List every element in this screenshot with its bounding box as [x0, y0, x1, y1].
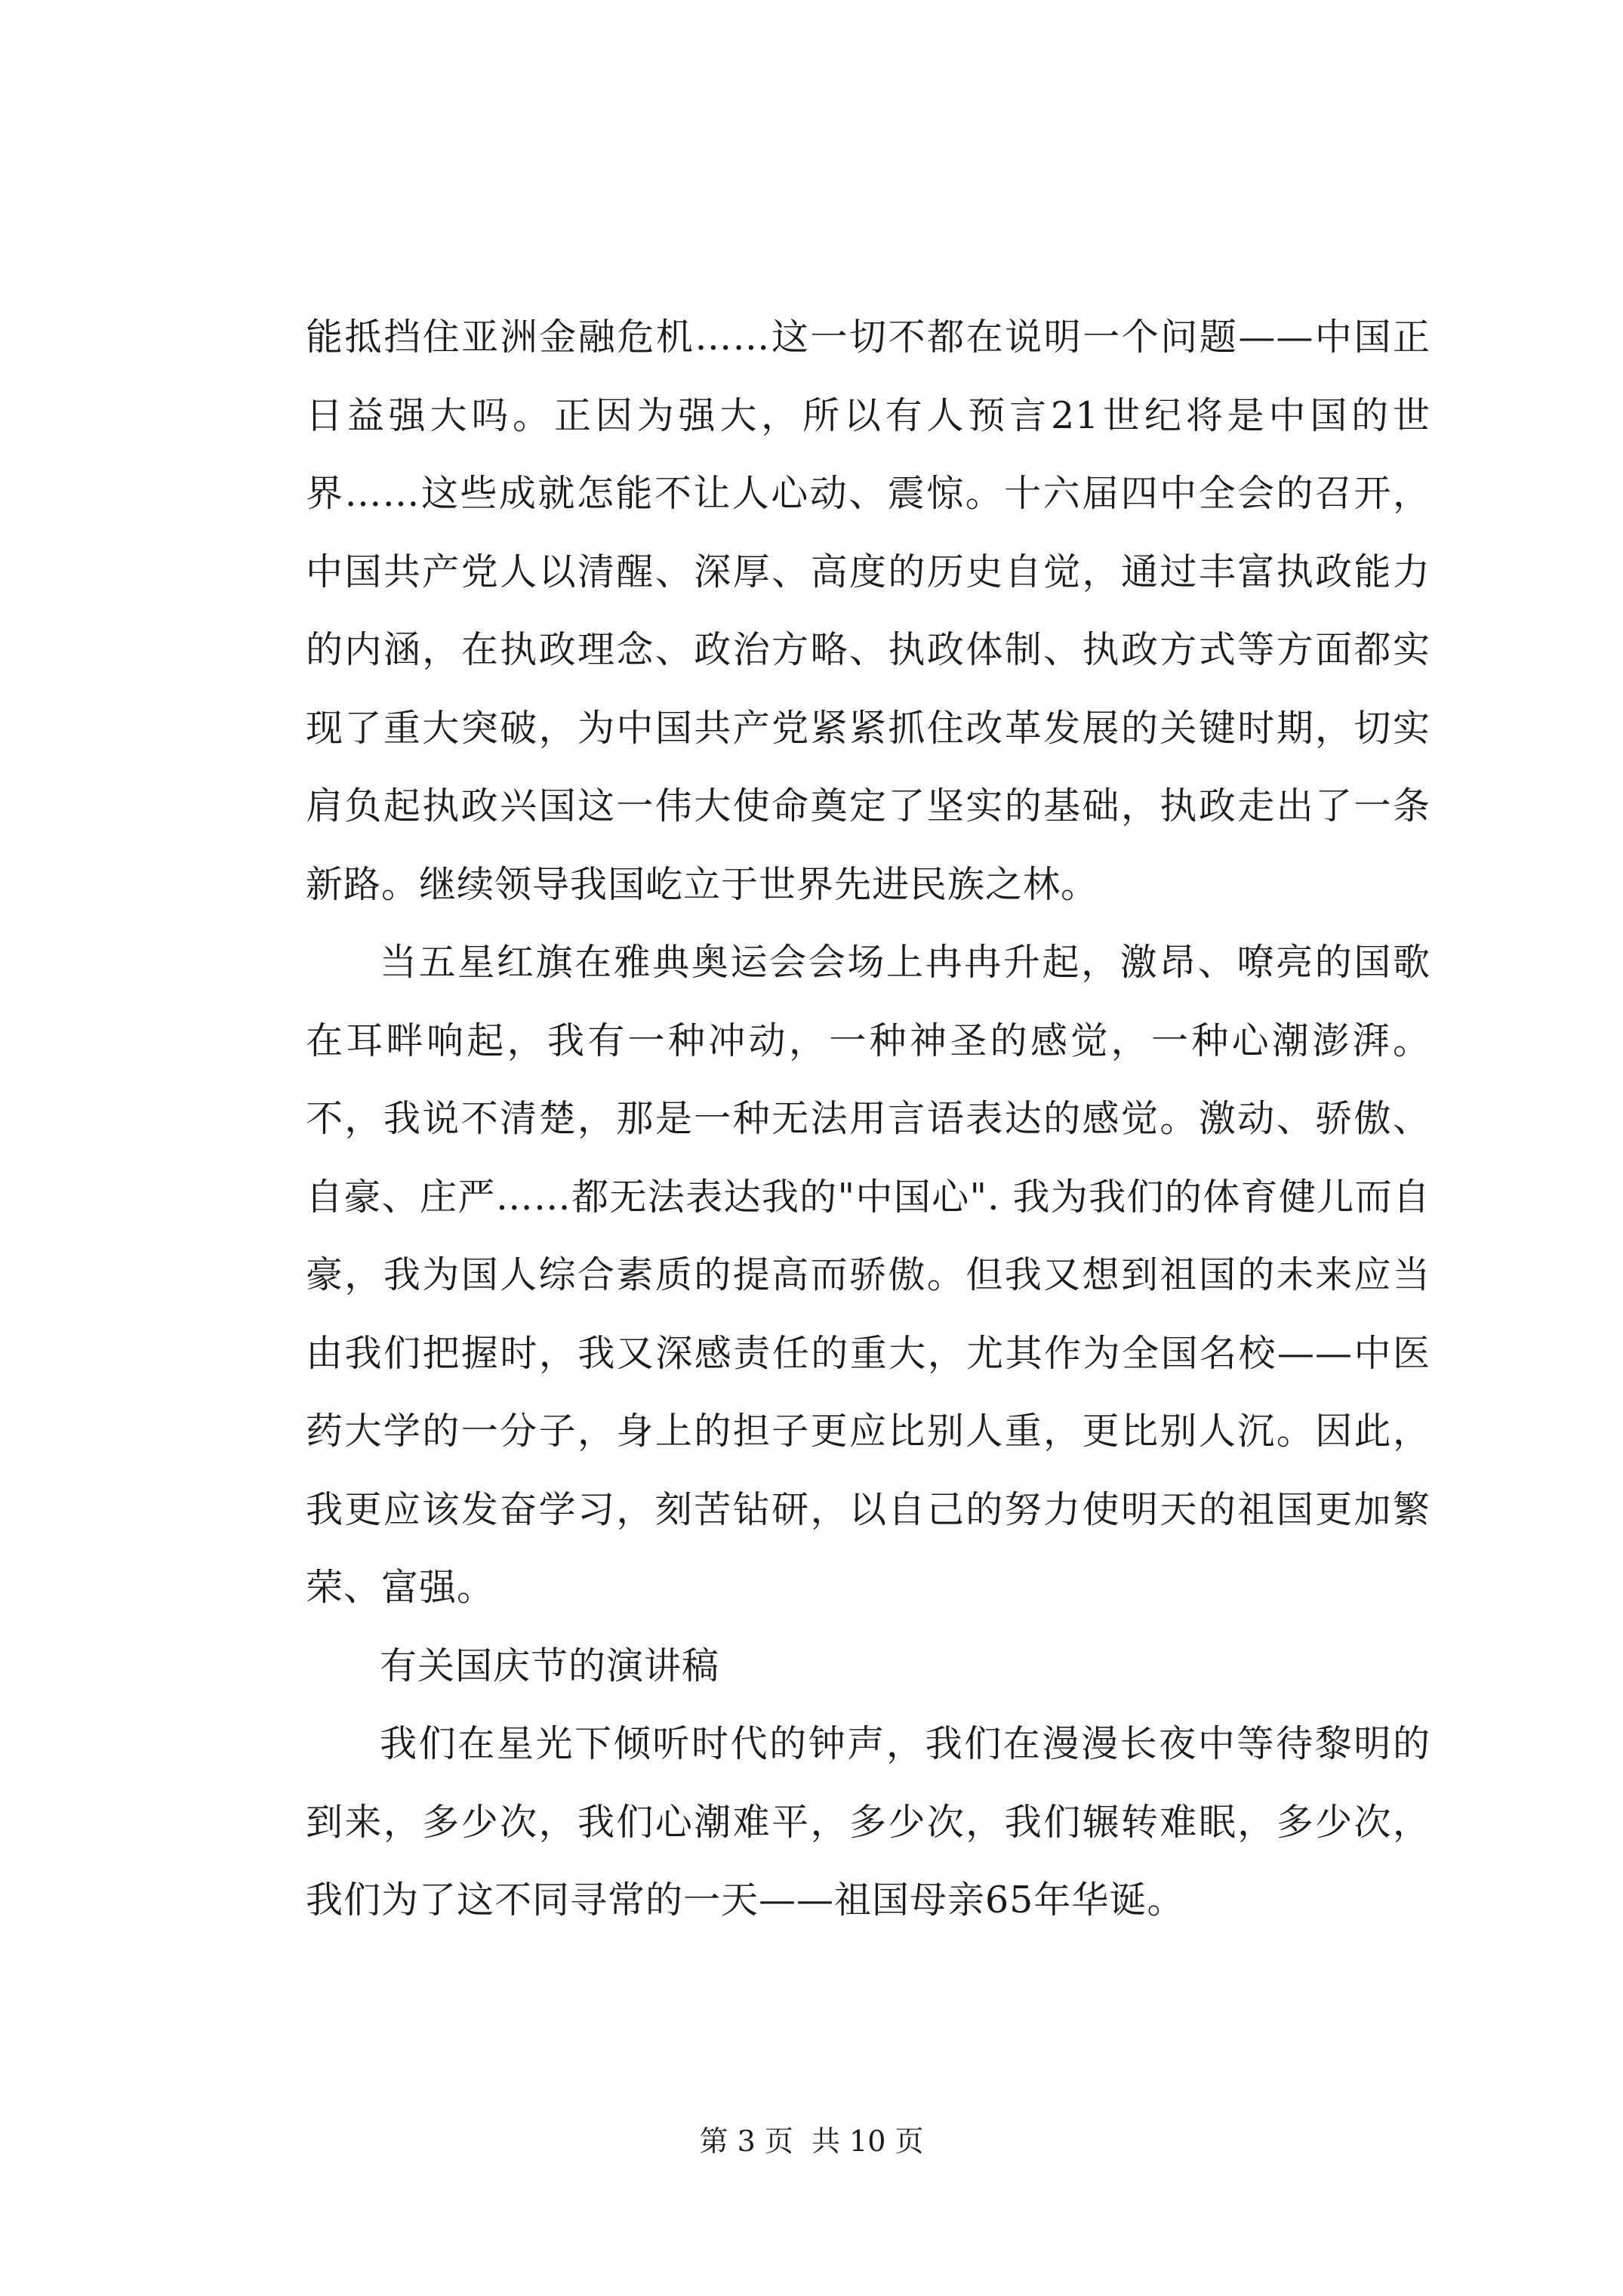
document-body — [306, 298, 1431, 1940]
paragraph-3: 我们在星光下倾听时代的钟声，我们在漫漫长夜中等待黎明的到来，多少次，我们心潮难平，多少次，我们辗转难眠，多少次，我们为了这不同寻常的一天——祖国母亲65年华诞。 — [306, 1722, 1431, 1922]
paragraph-1: 能抵挡住亚洲金融危机……这一切不都在说明一个问题——中国正日益强大吗。正因为强大，所以有人预言21世纪将是中国的世界……这些成就怎能不让人心动、震惊。十六届四中全会的召开，中国共产党人以清醒、深厚、高度的历史自觉，通过丰富执政能力的内涵，在执政理念、政治方略、执政体制、执政方式等方面都实现了重大突破，为中国共产党紧紧抓住改革发展的关键时期，切实肩负起执政兴国这一伟大使命奠定了坚实的基础，执政走出了一条新路。继续领导我国屹立于世界先进民族之林。 — [306, 316, 1431, 906]
section-heading: 有关国庆节的演讲稿 — [380, 1644, 720, 1687]
paragraph-2: 当五星红旗在雅典奥运会会场上冉冉升起，激昂、嘹亮的国歌在耳畔响起，我有一种冲动，一种神圣的感觉，一种心潮澎湃。不，我说不清楚，那是一种无法用言语表达的感觉。激动、骄傲、自豪、庄严……都无法表达我的"中国心". 我为我们的体育健儿而自豪，我为国人综合素质的提高而骄傲。但我又想到祖国的未来应当由我们把握时，我又深感责任的重大，尤其作为全国名校——中医药大学的一分子，身上的担子更应比别人重，更比别人沉。因此，我更应该发奋学习，刻苦钻研，以自己的努力使明天的祖国更加繁荣、富强。 — [306, 941, 1431, 1609]
page-number-footer: 第 3 页 共 10 页 — [699, 2125, 924, 2158]
